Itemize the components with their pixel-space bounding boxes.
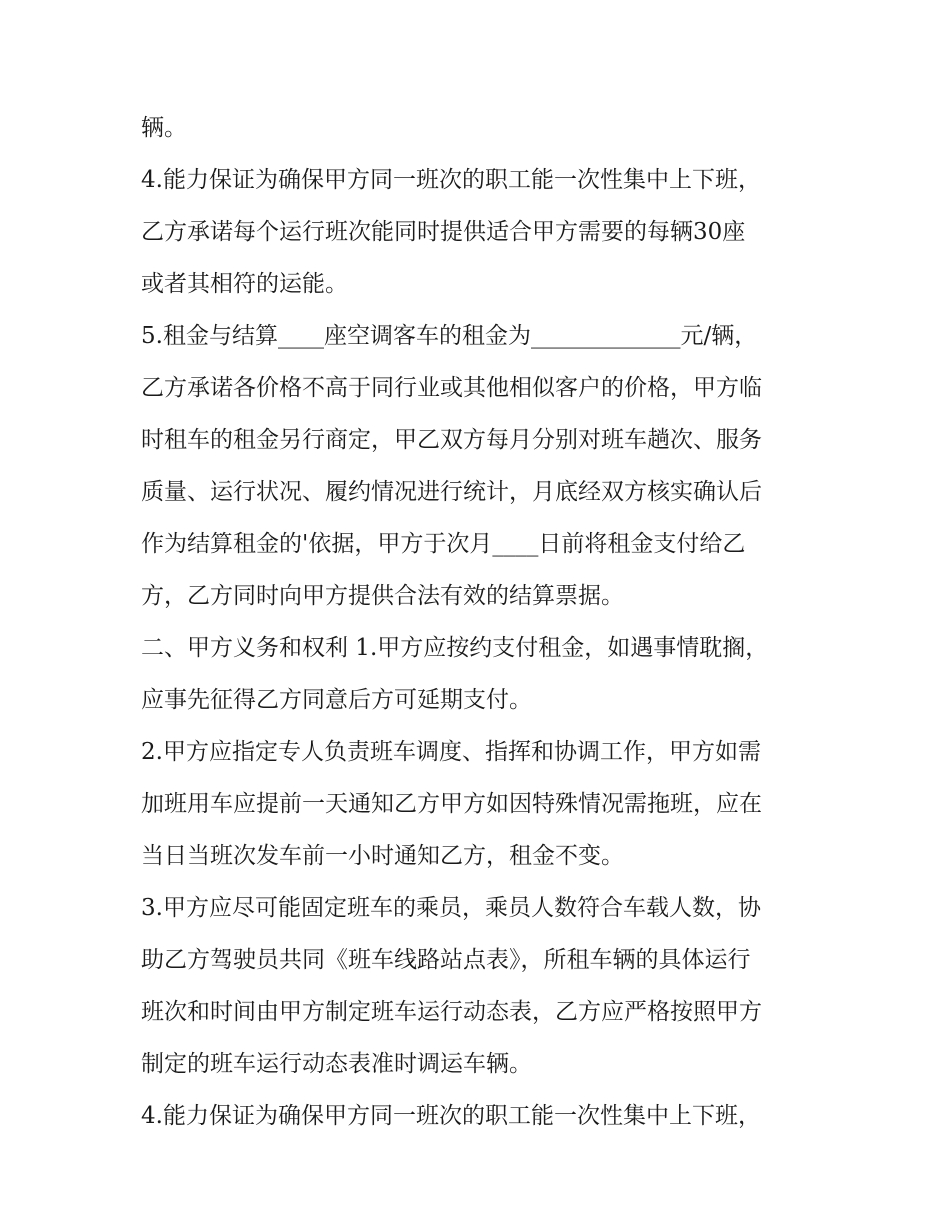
text-line: 或者其相符的运能。 [141, 271, 348, 297]
text-line: 乙方承诺每个运行班次能同时提供适合甲方需要的每辆30座 [141, 219, 746, 245]
text-line: 应事先征得乙方同意后方可延期支付。 [141, 687, 532, 713]
text-line: 质量、运行状况、履约情况进行统计，月底经双方核实确认后 [141, 479, 762, 505]
text-line: 4.能力保证为确保甲方同一班次的职工能一次性集中上下班， [141, 1103, 761, 1129]
text-line: 助乙方驾驶员共同《班车线路站点表》，所租车辆的具体运行 [141, 947, 751, 973]
contract-text [141, 106, 831, 1146]
text-line: 班次和时间由甲方制定班车运行动态表，乙方应严格按照甲方 [141, 999, 762, 1025]
text-line: 制定的班车运行动态表准时调运车辆。 [141, 1051, 532, 1077]
text-line: 5.租金与结算____座空调客车的租金为_____________元/辆， [141, 323, 758, 349]
text-line: 乙方承诺各价格不高于同行业或其他相似客户的价格，甲方临 [141, 375, 762, 401]
text-line: 加班用车应提前一天通知乙方甲方如因特殊情况需拖班，应在 [141, 791, 762, 817]
text-line: 3.甲方应尽可能固定班车的乘员，乘员人数符合车载人数，协 [141, 895, 761, 921]
text-line: 作为结算租金的'依据，甲方于次月____日前将租金支付给乙 [141, 531, 746, 557]
text-line: 4.能力保证为确保甲方同一班次的职工能一次性集中上下班， [141, 167, 761, 193]
text-line: 2.甲方应指定专人负责班车调度、指挥和协调工作，甲方如需 [141, 739, 761, 765]
text-line: 方，乙方同时向甲方提供合法有效的结算票据。 [141, 583, 624, 609]
text-line: 二、甲方义务和权利 1.甲方应按约支付租金，如遇事情耽搁， [141, 635, 769, 661]
text-line: 辆。 [141, 115, 187, 141]
text-line: 当日当班次发车前一小时通知乙方，租金不变。 [141, 843, 624, 869]
text-line: 时租车的租金另行商定，甲乙双方每月分别对班车趟次、服务 [141, 427, 762, 453]
